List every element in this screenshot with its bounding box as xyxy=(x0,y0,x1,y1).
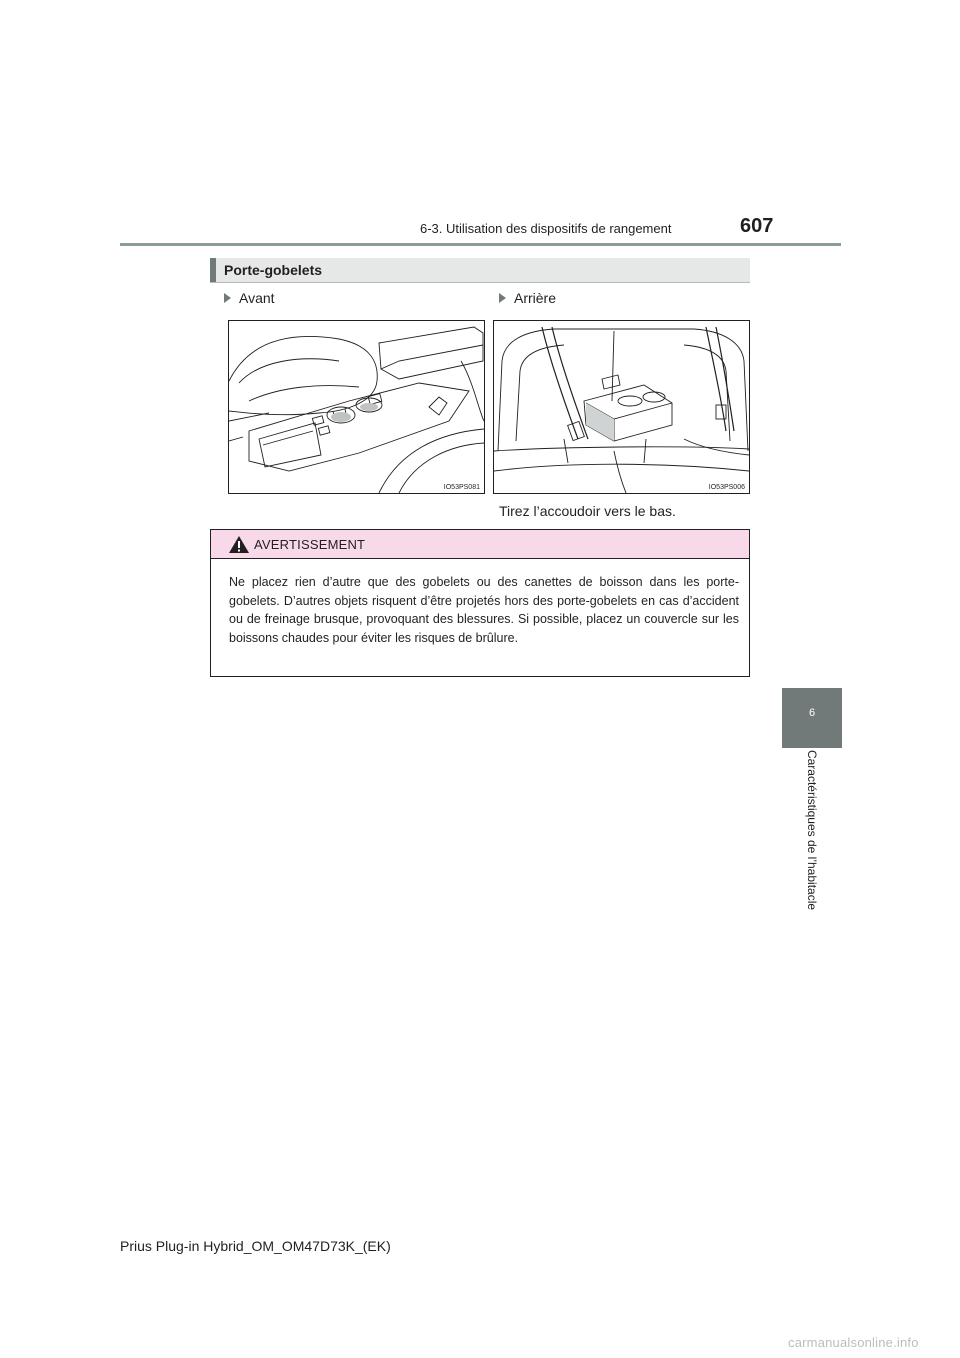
front-subheading xyxy=(224,290,275,306)
triangle-bullet-icon xyxy=(499,293,506,303)
rear-armrest-drawing xyxy=(494,321,749,493)
header-divider xyxy=(120,243,841,246)
page-number: 607 xyxy=(740,215,774,237)
rear-label: Arrière xyxy=(514,290,557,306)
warning-box xyxy=(210,529,750,677)
footer-document-id: Prius Plug-in Hybrid_OM_OM47D73K_(EK) xyxy=(120,1238,391,1254)
rear-figure-code: IO53PS006 xyxy=(708,484,745,491)
warning-text: Ne placez rien d’autre que des gobelets ou des canettes de boisson dans les porte-gobelets. D’autres objets risquent d’être projetés hors des porte-gobelets en cas d’accident ou de freinage brusque, provoquant des blessures. Si possible, placez un couvercle sur les boissons chaudes pour éviter les risques de brûlure. xyxy=(229,575,739,645)
front-console-drawing xyxy=(229,321,484,493)
warning-triangle-icon xyxy=(228,535,250,554)
section-accent-bar xyxy=(210,258,216,282)
rear-cup-holder-illustration xyxy=(493,320,750,494)
front-figure-code: IO53PS081 xyxy=(443,484,480,491)
chapter-number: 6 xyxy=(808,707,816,719)
section-heading-bar xyxy=(210,258,750,283)
watermark: carmanualsonline.info xyxy=(788,1335,919,1350)
rear-subheading xyxy=(499,290,556,306)
warning-header xyxy=(211,530,749,559)
warning-label: AVERTISSEMENT xyxy=(254,537,366,552)
chapter-tab xyxy=(782,688,842,748)
section-title: Porte-gobelets xyxy=(224,262,323,278)
front-cup-holder-illustration xyxy=(228,320,485,494)
header-section-title: 6-3. Utilisation des dispositifs de rangement xyxy=(420,221,672,236)
front-label: Avant xyxy=(239,290,275,306)
chapter-label: Caractéristiques de l’habitacle xyxy=(805,749,819,911)
triangle-bullet-icon xyxy=(224,293,231,303)
rear-caption: Tirez l’accoudoir vers le bas. xyxy=(499,503,676,519)
